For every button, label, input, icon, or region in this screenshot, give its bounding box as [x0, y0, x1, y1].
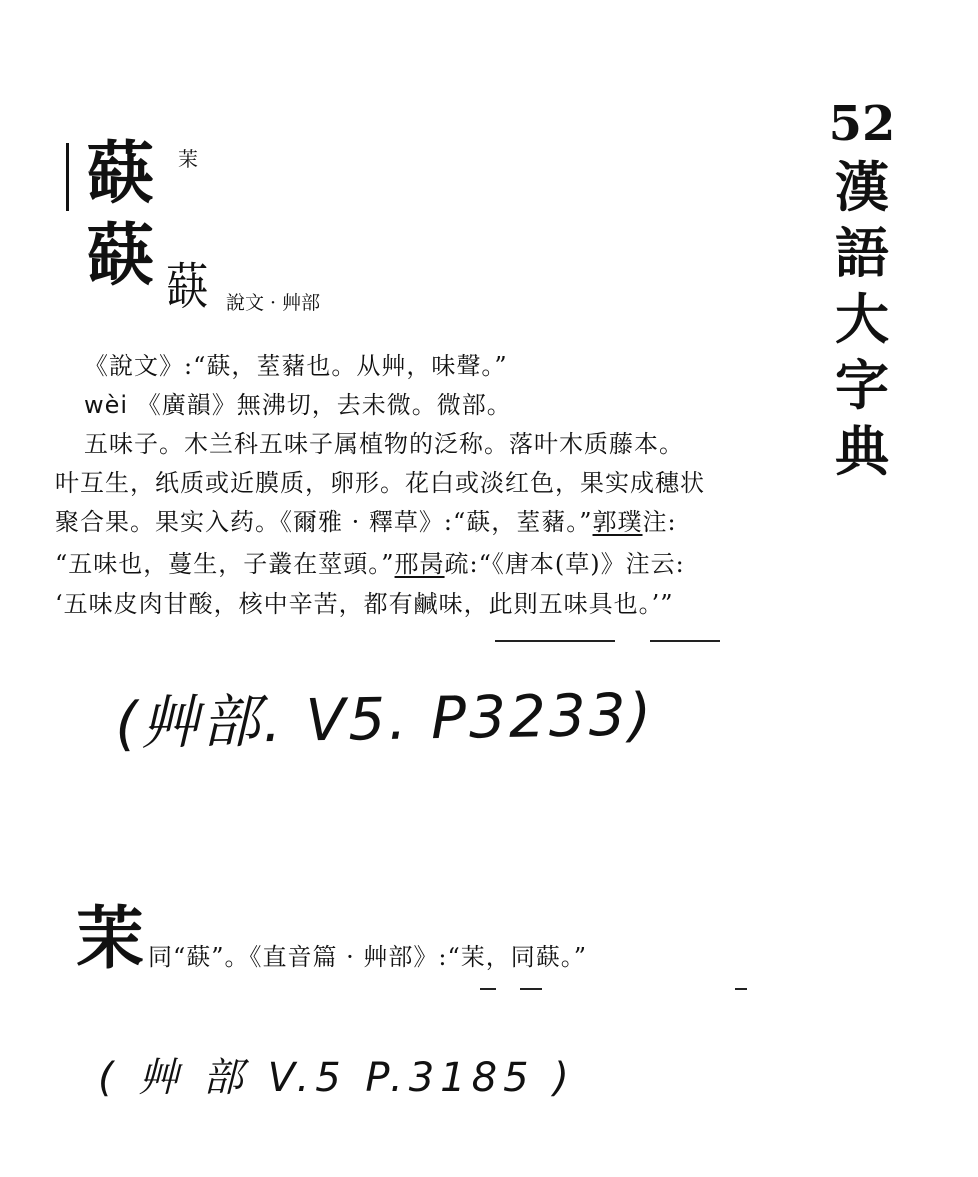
entry1-variant: 茉	[178, 147, 198, 171]
definition-line: ‘五味皮肉甘酸，核中辛苦，都有鹹味，此則五味具也。’”	[55, 590, 674, 618]
title-char: 語	[835, 221, 889, 285]
text-run: 注:	[642, 508, 677, 536]
definition-line	[55, 552, 685, 576]
title-char: 典	[835, 419, 889, 483]
text-run: “五味也，蔓生，子叢在莖頭。”	[55, 550, 395, 578]
shuowen-citation: 《說文》:“蒛，荎藸也。从艸，味聲。”	[84, 352, 508, 380]
entry2-definition: 同“蒛”。《直音篇 · 艸部》:“茉，同蒛。”	[148, 943, 588, 971]
pronunciation-text: 《廣韻》無沸切，去未微。微部。	[136, 391, 512, 419]
seal-script-glyph: 蒛	[165, 258, 209, 316]
definition-line: 叶互生，纸质或近膜质，卵形。花白或淡红色，果实成穗状	[55, 469, 705, 497]
volume-title	[828, 96, 896, 483]
entry1-headword-repeat: 蒛	[86, 216, 155, 296]
title-char: 大	[835, 287, 889, 351]
handwritten-reference: ( 艸 部 V.5 P.3185 )	[98, 1055, 575, 1101]
text-run: 疏:“《唐本(草)》注云:	[444, 550, 685, 578]
definition-line	[55, 510, 677, 534]
divider	[480, 988, 496, 990]
margin-rule	[66, 143, 69, 211]
entry1-headword: 蒛	[86, 134, 155, 214]
annotator-name: 邢昺	[394, 550, 445, 578]
pinyin: wèi	[84, 391, 129, 419]
pronunciation-line	[84, 393, 512, 417]
divider	[650, 640, 720, 642]
divider	[495, 640, 615, 642]
definition-line: 五味子。木兰科五味子属植物的泛称。落叶木质藤本。	[84, 430, 684, 458]
entry2-headword: 茉	[76, 899, 145, 979]
volume-number: 52	[828, 96, 896, 152]
divider	[735, 988, 747, 990]
handwritten-reference: (艸部. V5. P3233)	[114, 680, 655, 758]
text-run: 聚合果。果实入药。《爾雅 · 釋草》:“蒛，荎藸。”	[55, 508, 593, 536]
title-char: 字	[835, 353, 889, 417]
seal-source: 說文 · 艸部	[226, 292, 321, 314]
divider	[520, 988, 542, 990]
annotator-name: 郭璞	[592, 508, 643, 536]
title-char: 漢	[835, 155, 889, 219]
